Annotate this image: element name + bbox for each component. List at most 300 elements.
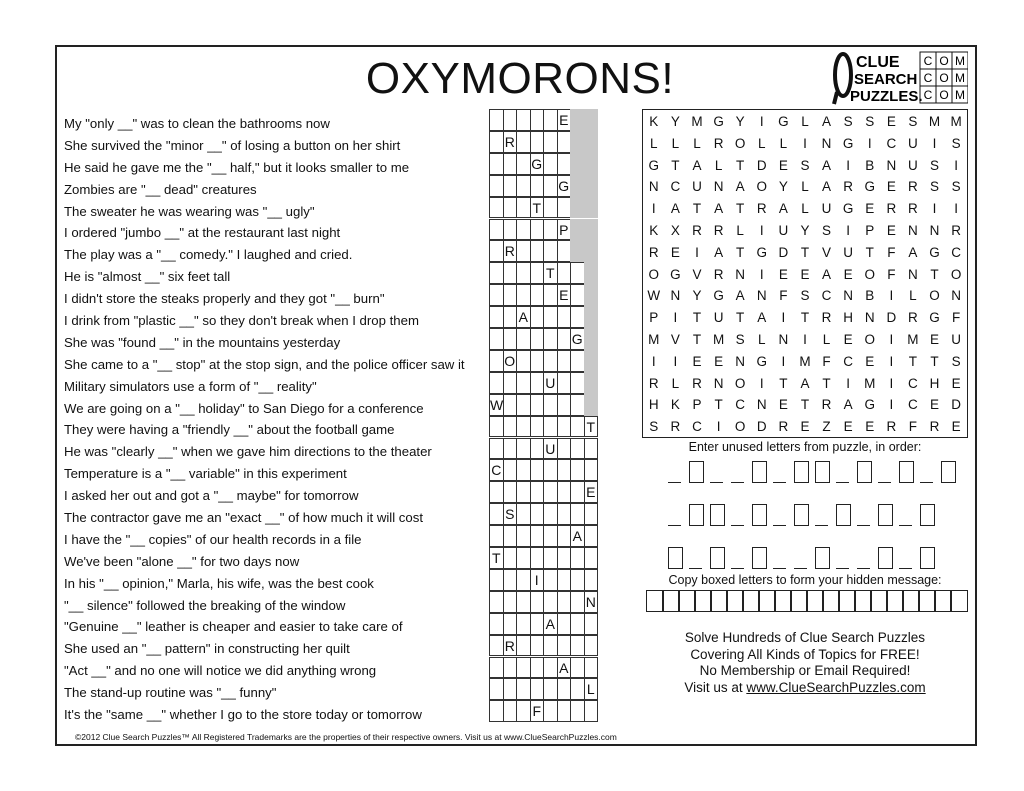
answer-cell[interactable] [557,416,572,438]
answer-cell[interactable] [503,525,518,547]
answer-cell[interactable] [543,481,558,503]
search-letter[interactable]: M [950,114,962,129]
answer-cell[interactable] [489,613,504,635]
search-letter[interactable]: A [800,375,810,391]
answer-cell[interactable]: A [570,525,585,547]
answer-cell[interactable] [503,197,518,219]
answer-cell[interactable] [489,591,504,613]
answer-cell[interactable] [557,262,572,284]
search-letter[interactable]: U [908,157,918,173]
answer-cell[interactable] [530,109,545,131]
search-letter[interactable]: R [886,419,897,435]
answer-cell[interactable] [516,109,531,131]
answer-cell[interactable] [530,219,545,241]
search-letter[interactable]: G [756,353,768,369]
answer-cell[interactable] [516,240,531,262]
search-letter[interactable]: I [846,157,851,173]
answer-cell[interactable] [543,569,558,591]
search-letter[interactable]: L [714,157,723,173]
search-letter[interactable]: S [930,179,940,195]
answer-cell[interactable] [503,109,518,131]
search-letter[interactable]: G [756,244,768,260]
answer-cell[interactable] [489,372,504,394]
search-letter[interactable]: A [670,201,680,217]
search-letter[interactable]: U [908,135,918,151]
hidden-message-box[interactable] [822,590,840,612]
search-letter[interactable]: I [651,201,656,217]
search-letter[interactable]: S [800,157,810,173]
unused-letter-box[interactable] [710,547,725,569]
answer-cell[interactable]: T [543,262,558,284]
search-letter[interactable]: O [648,266,660,282]
search-letter[interactable]: D [951,397,961,413]
answer-cell[interactable] [557,306,572,328]
answer-cell[interactable]: A [543,613,558,635]
search-letter[interactable]: Y [778,179,788,195]
search-letter[interactable]: L [801,201,809,217]
search-letter[interactable]: T [822,375,831,391]
search-letter[interactable]: G [670,266,681,282]
search-letter[interactable]: K [649,223,659,238]
hidden-message-box[interactable] [742,590,760,612]
answer-cell[interactable]: R [503,131,518,153]
unused-letter-blank[interactable] [899,525,912,526]
answer-cell[interactable]: P [557,219,572,241]
answer-cell[interactable] [489,284,504,306]
search-letter[interactable]: S [951,353,961,369]
search-letter[interactable]: C [908,397,918,413]
search-letter[interactable]: E [692,353,702,369]
unused-letter-blank[interactable] [878,482,891,483]
search-letter[interactable]: G [842,135,854,151]
answer-cell[interactable] [516,591,531,613]
unused-letter-box[interactable] [836,504,851,526]
search-letter[interactable]: C [670,179,681,195]
search-letter[interactable]: R [670,419,681,435]
search-letter[interactable]: R [908,201,918,217]
search-letter[interactable]: E [865,201,875,217]
search-letter[interactable]: T [800,397,810,413]
search-letter[interactable]: A [908,244,918,260]
answer-cell[interactable] [516,197,531,219]
answer-cell[interactable] [503,481,518,503]
answer-cell[interactable] [570,350,585,372]
answer-cell[interactable] [584,569,599,591]
answer-cell[interactable] [584,635,599,657]
answer-cell[interactable] [530,416,545,438]
search-letter[interactable]: Y [692,288,702,304]
search-letter[interactable]: I [716,419,721,435]
answer-cell[interactable] [516,525,531,547]
answer-cell[interactable] [516,678,531,700]
search-letter[interactable]: R [648,375,659,391]
search-letter[interactable]: F [822,353,831,369]
search-letter[interactable]: A [822,179,832,195]
search-letter[interactable]: U [713,310,724,326]
answer-cell[interactable]: T [584,416,599,438]
answer-cell[interactable] [543,284,558,306]
answer-cell[interactable] [543,547,558,569]
answer-cell[interactable] [516,635,531,657]
answer-cell[interactable] [570,459,585,481]
search-letter[interactable]: T [692,310,702,326]
search-letter[interactable]: R [951,223,961,238]
search-letter[interactable]: W [647,288,661,304]
answer-cell[interactable] [584,525,599,547]
search-letter[interactable]: T [736,310,745,326]
answer-cell[interactable] [584,459,599,481]
search-letter[interactable]: I [846,223,851,238]
answer-cell[interactable] [543,240,558,262]
hidden-message-box[interactable] [918,590,936,612]
search-letter[interactable]: I [889,332,894,347]
search-letter[interactable]: F [779,288,788,304]
search-letter[interactable]: G [929,244,940,260]
search-letter[interactable]: O [734,419,746,435]
answer-cell[interactable] [489,240,504,262]
search-letter[interactable]: E [843,332,853,347]
answer-cell[interactable] [530,394,545,416]
answer-cell[interactable] [557,525,572,547]
answer-cell[interactable] [557,481,572,503]
hidden-message-box[interactable] [854,590,872,612]
answer-cell[interactable]: G [530,153,545,175]
search-letter[interactable]: L [758,332,766,347]
answer-cell[interactable] [489,678,504,700]
search-letter[interactable]: G [648,157,660,173]
search-letter[interactable]: E [951,375,961,391]
search-letter[interactable]: T [736,157,745,173]
answer-cell[interactable] [489,503,504,525]
search-letter[interactable]: N [735,266,746,282]
search-letter[interactable]: X [670,223,680,238]
search-letter[interactable]: R [713,223,724,238]
answer-cell[interactable] [543,109,558,131]
answer-cell[interactable] [530,262,545,284]
search-letter[interactable]: D [756,419,767,435]
search-letter[interactable]: H [843,310,854,326]
answer-cell[interactable] [543,700,558,722]
search-letter[interactable]: I [673,353,678,369]
answer-cell[interactable]: C [489,459,504,481]
search-letter[interactable]: T [800,244,810,260]
answer-cell[interactable] [543,503,558,525]
search-letter[interactable]: S [800,288,810,304]
answer-cell[interactable] [584,700,599,722]
unused-letter-blank[interactable] [710,482,723,483]
answer-cell[interactable] [557,131,572,153]
answer-cell[interactable] [530,678,545,700]
search-letter[interactable]: K [649,114,659,129]
unused-letter-blank[interactable] [668,482,681,483]
search-letter[interactable]: N [756,288,767,304]
answer-cell[interactable] [489,109,504,131]
search-letter[interactable]: P [649,310,659,326]
search-letter[interactable]: G [778,114,789,129]
search-letter[interactable]: C [951,244,961,260]
search-letter[interactable]: C [821,288,832,304]
answer-cell[interactable] [516,459,531,481]
answer-cell[interactable] [570,262,585,284]
answer-cell[interactable] [530,459,545,481]
answer-cell[interactable] [584,438,599,460]
answer-cell[interactable] [584,547,599,569]
answer-cell[interactable] [557,547,572,569]
search-letter[interactable]: I [889,288,894,304]
answer-cell[interactable] [557,438,572,460]
answer-cell[interactable] [530,591,545,613]
answer-cell[interactable] [557,328,572,350]
search-letter[interactable]: C [908,375,918,391]
search-letter[interactable]: C [843,353,854,369]
search-letter[interactable]: E [800,419,810,435]
answer-cell[interactable] [543,459,558,481]
website-link[interactable]: www.ClueSearchPuzzles.com [746,679,926,695]
answer-cell[interactable] [503,700,518,722]
search-letter[interactable]: R [692,375,702,391]
search-letter[interactable]: S [649,419,659,435]
answer-cell[interactable] [503,459,518,481]
search-letter[interactable]: E [930,332,940,347]
hidden-message-box[interactable] [726,590,744,612]
search-letter[interactable]: L [758,135,766,151]
search-letter[interactable]: M [712,332,725,347]
answer-cell[interactable]: F [530,700,545,722]
answer-cell[interactable] [516,131,531,153]
unused-letter-blank[interactable] [731,482,744,483]
search-letter[interactable]: E [865,419,875,435]
answer-cell[interactable] [503,153,518,175]
answer-cell[interactable]: L [584,678,599,700]
answer-cell[interactable] [503,569,518,591]
unused-letter-blank[interactable] [731,568,744,569]
answer-cell[interactable] [516,262,531,284]
hidden-message-box[interactable] [678,590,696,612]
answer-cell[interactable] [516,284,531,306]
search-letter[interactable]: M [864,375,876,391]
answer-cell[interactable] [489,525,504,547]
search-letter[interactable]: H [929,375,940,391]
search-letter[interactable]: E [930,397,940,413]
answer-cell[interactable] [584,657,599,679]
search-letter[interactable]: E [886,114,896,129]
search-letter[interactable]: G [713,288,724,304]
answer-cell[interactable] [557,635,572,657]
search-letter[interactable]: E [714,353,724,369]
unused-letter-blank[interactable] [836,482,849,483]
search-letter[interactable]: V [670,332,680,347]
unused-letter-box[interactable] [794,504,809,526]
answer-cell[interactable] [530,547,545,569]
search-letter[interactable]: E [843,419,853,435]
search-letter[interactable]: E [778,157,788,173]
answer-cell[interactable] [570,394,585,416]
answer-cell[interactable] [530,240,545,262]
answer-cell[interactable] [543,306,558,328]
answer-cell[interactable] [489,153,504,175]
answer-cell[interactable] [557,394,572,416]
search-letter[interactable]: I [889,353,894,369]
answer-cell[interactable] [503,219,518,241]
search-letter[interactable]: L [822,332,831,347]
search-letter[interactable]: R [929,419,940,435]
search-letter[interactable]: E [951,419,961,435]
answer-cell[interactable] [570,657,585,679]
answer-cell[interactable] [516,569,531,591]
search-letter[interactable]: O [950,266,962,282]
search-letter[interactable]: T [865,244,874,260]
answer-cell[interactable]: G [570,328,585,350]
search-letter[interactable]: G [842,201,854,217]
search-letter[interactable]: I [954,157,958,173]
search-letter[interactable]: R [886,201,897,217]
search-letter[interactable]: R [756,201,767,217]
answer-cell[interactable] [557,503,572,525]
search-letter[interactable]: N [670,288,681,304]
unused-letter-blank[interactable] [857,568,870,569]
search-letter[interactable]: E [670,244,680,260]
answer-cell[interactable] [570,481,585,503]
answer-cell[interactable]: O [503,350,518,372]
unused-letter-box[interactable] [899,461,914,483]
answer-cell[interactable] [530,306,545,328]
search-letter[interactable]: I [695,244,699,260]
search-letter[interactable]: I [759,375,764,391]
search-letter[interactable]: R [843,179,854,195]
search-letter[interactable]: A [822,157,832,173]
hidden-message-box[interactable] [950,590,968,612]
answer-cell[interactable] [570,306,585,328]
search-letter[interactable]: I [889,397,894,413]
answer-cell[interactable] [516,613,531,635]
answer-cell[interactable] [489,306,504,328]
answer-cell[interactable] [570,591,585,613]
search-letter[interactable]: S [822,223,832,238]
search-letter[interactable]: I [954,201,958,217]
answer-cell[interactable] [543,525,558,547]
search-letter[interactable]: A [735,288,745,304]
search-letter[interactable]: N [821,135,832,151]
hidden-message-box[interactable] [870,590,888,612]
unused-letter-box[interactable] [752,547,767,569]
search-letter[interactable]: N [713,375,724,391]
hidden-message-box[interactable] [902,590,920,612]
search-letter[interactable]: T [930,353,939,369]
unused-letter-blank[interactable] [899,568,912,569]
answer-cell[interactable] [570,569,585,591]
answer-cell[interactable] [543,350,558,372]
answer-cell[interactable] [530,284,545,306]
search-letter[interactable]: I [781,310,786,326]
search-letter[interactable]: A [822,114,832,129]
answer-cell[interactable] [543,197,558,219]
unused-letter-box[interactable] [689,504,704,526]
answer-cell[interactable] [557,240,572,262]
answer-cell[interactable] [570,635,585,657]
answer-cell[interactable]: I [530,569,545,591]
search-letter[interactable]: C [886,135,897,151]
answer-cell[interactable] [530,328,545,350]
answer-cell[interactable] [570,503,585,525]
answer-cell[interactable] [530,175,545,197]
answer-cell[interactable] [503,657,518,679]
search-letter[interactable]: I [846,375,851,391]
answer-cell[interactable]: E [557,284,572,306]
answer-cell[interactable] [557,569,572,591]
answer-cell[interactable] [489,657,504,679]
answer-cell[interactable] [503,547,518,569]
answer-cell[interactable]: A [516,306,531,328]
answer-cell[interactable] [557,153,572,175]
search-letter[interactable]: I [759,266,764,282]
answer-cell[interactable]: U [543,372,558,394]
answer-cell[interactable] [503,328,518,350]
search-letter[interactable]: T [714,397,723,413]
answer-cell[interactable] [543,635,558,657]
search-letter[interactable]: T [736,244,745,260]
unused-letter-blank[interactable] [836,568,849,569]
answer-cell[interactable] [489,635,504,657]
search-letter[interactable]: O [929,288,940,304]
unused-letter-blank[interactable] [773,568,786,569]
answer-cell[interactable]: E [584,481,599,503]
answer-cell[interactable] [543,416,558,438]
unused-letter-blank[interactable] [794,568,807,569]
search-letter[interactable]: M [691,114,703,129]
unused-letter-box[interactable] [815,461,830,483]
hidden-message-box[interactable] [774,590,792,612]
answer-cell[interactable] [543,175,558,197]
unused-letter-blank[interactable] [668,525,681,526]
search-letter[interactable]: R [908,310,918,326]
answer-cell[interactable] [516,328,531,350]
answer-cell[interactable] [516,416,531,438]
answer-cell[interactable] [489,219,504,241]
search-letter[interactable]: B [865,157,875,173]
answer-cell[interactable] [543,328,558,350]
unused-letter-box[interactable] [878,547,893,569]
unused-letter-box[interactable] [752,461,767,483]
answer-cell[interactable] [570,284,585,306]
answer-cell[interactable] [530,481,545,503]
search-letter[interactable]: N [864,310,875,326]
search-letter[interactable]: S [951,179,961,195]
search-letter[interactable]: U [843,244,854,260]
search-letter[interactable]: T [930,266,939,282]
search-letter[interactable]: A [692,157,702,173]
answer-cell[interactable] [570,613,585,635]
search-letter[interactable]: I [781,353,786,369]
answer-cell[interactable] [503,284,518,306]
answer-cell[interactable] [584,503,599,525]
unused-letter-box[interactable] [689,461,704,483]
search-letter[interactable]: R [648,244,659,260]
search-letter[interactable]: U [778,223,789,238]
search-letter[interactable]: N [929,223,940,238]
unused-letter-box[interactable] [941,461,956,483]
answer-cell[interactable] [543,591,558,613]
search-letter[interactable]: R [821,310,832,326]
answer-cell[interactable] [570,678,585,700]
hidden-message-box[interactable] [694,590,712,612]
answer-cell[interactable]: T [530,197,545,219]
search-letter[interactable]: G [713,114,724,129]
unused-letter-blank[interactable] [689,568,702,569]
answer-cell[interactable] [516,657,531,679]
search-letter[interactable]: A [822,266,832,282]
search-letter[interactable]: I [803,332,807,347]
search-letter[interactable]: D [778,244,789,260]
